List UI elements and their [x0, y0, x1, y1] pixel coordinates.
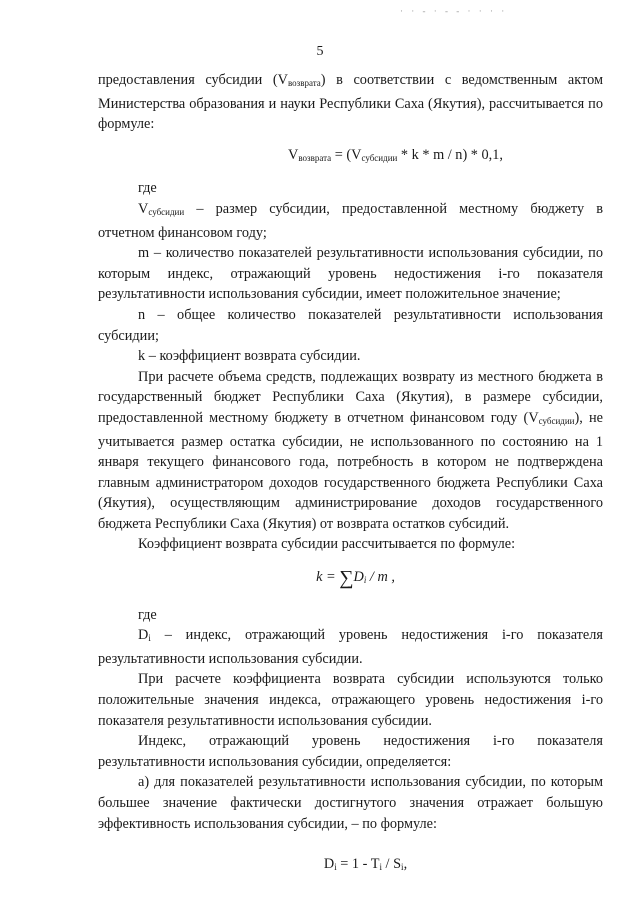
subscript: i [148, 633, 151, 644]
definition-k: k – коэффициент возврата субсидии. [138, 348, 361, 365]
formula-text: * k * m / n) * 0,1, [397, 146, 503, 163]
subscript: i [334, 862, 337, 873]
subscript: i [401, 862, 404, 873]
formula-return-volume [98, 145, 603, 169]
formula-index [98, 854, 603, 878]
where-label: где [138, 606, 157, 623]
subscript: субсидии [148, 206, 185, 217]
paragraph-item-a: а) для показателей результативности использования субсидии, по которым большее значение фактически достигнутого значения отражает большую эффективность использования субсидии, – по формуле: [98, 774, 603, 832]
sum-symbol: ∑ [339, 567, 354, 590]
definition-m: m – количество показателей результативности использования субсидии, по которым индекс, отражающий уровень недостижения i-го показателя результативности использования субсидии, имеет положительное значение; [98, 245, 603, 303]
subscript: субсидии [538, 415, 575, 426]
paragraph-index: Индекс, отражающий уровень недостижения i-го показателя результативности использования субсидии, определяется: [98, 733, 603, 770]
formula-text: = 1 - T [336, 856, 380, 873]
formula-text: / S [381, 856, 402, 873]
subscript: субсидии [361, 152, 398, 163]
text-span: предоставления субсидии (V [98, 72, 288, 88]
subscript: i [379, 862, 382, 873]
definition-d [98, 625, 603, 669]
text-span: ), не учитывается размер остатка субсидии, не использованного по состоянию на 1 января текущего финансового года, потребность в котором не подтверждена главным администратором доходов государственного бюджета Республики Саха (Якутия), осуществляющим администрирование доходов государственного бюджета Республики Саха (Якутия) от возврата остатков субсидий. [98, 409, 603, 532]
document-body [98, 70, 603, 878]
symbol: D [138, 627, 149, 644]
subscript: возврата [298, 152, 332, 163]
symbol: V [138, 200, 149, 217]
definition-text: – индекс, отражающий уровень недостижения i-го показателя результативности использования субсидии. [98, 627, 603, 667]
paragraph-positive-values: При расчете коэффициента возврата субсидии используются только положительные значения индекса, отражающего уровень недостижения i-го показателя результативности использования субсидии. [98, 671, 603, 729]
formula-coefficient [98, 567, 603, 591]
page-number: 5 [316, 44, 324, 59]
formula-text: / m , [366, 569, 395, 586]
where-label: где [138, 180, 157, 197]
definition-v-subsidy [98, 199, 603, 243]
scan-marks: · · - · - - · · · · [400, 6, 508, 16]
formula-text: , [403, 856, 408, 873]
subscript: i [363, 575, 367, 586]
formula-text: D [353, 569, 364, 586]
subscript: возврата [287, 78, 321, 88]
formula-text: = (V [331, 146, 362, 163]
formula-text: D [323, 856, 335, 873]
paragraph-intro [98, 70, 603, 135]
text-span: ) в соответствии с ведомственным актом Министерства образования и науки Республики Саха (Якутия), рассчитывается по формуле: [98, 72, 603, 133]
definition-text: – размер субсидии, предоставленной местному бюджету в отчетном финансовом году; [98, 200, 603, 241]
paragraph-coefficient: Коэффициент возврата субсидии рассчитывается по формуле: [138, 536, 516, 553]
formula-text: V [288, 146, 299, 163]
definition-n: n – общее количество показателей результативности использования субсидии; [98, 306, 603, 344]
text-span: При расчете объема средств, подлежащих возврату из местного бюджета в государственный бюджет Республики Саха (Якутия), в размере субсидии, предоставленной местному бюджету в отчетном финансовом году (V [98, 368, 603, 426]
paragraph-calculation [98, 367, 603, 535]
formula-text: k = [316, 569, 340, 586]
